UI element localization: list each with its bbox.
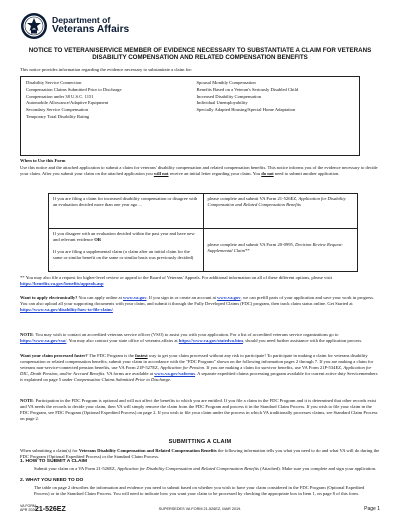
fdc-text: The FDC Program is the bbox=[87, 353, 136, 358]
form-label-2: APR 2020 bbox=[20, 507, 37, 512]
option-action-text: please complete and submit VA Form 20-0995, bbox=[207, 242, 296, 247]
appeals-link[interactable]: https://benefits.va.gov/benefits/appeals.asp bbox=[20, 280, 104, 286]
fdc-note bbox=[20, 398, 380, 422]
option-form-title: Decision Review Request: Supplemental Claim** bbox=[207, 242, 344, 253]
when-text-a: Use this notice and the attached application to submit a claim for veterans' disability compensation and related compensation benefits. This notice informs you of the evidence necessary to decide your claim. After you submit your claim on the attached application you bbox=[20, 165, 378, 176]
option-condition-tail: ... bbox=[138, 201, 142, 207]
when-text-emph-2: do not bbox=[261, 170, 274, 176]
when-text-c: receive an initial letter regarding your claim. You bbox=[168, 170, 262, 176]
benefit-item: Spousal Monthly Compensation bbox=[196, 80, 256, 85]
when-text-emph: will not bbox=[153, 170, 169, 176]
statedva-link[interactable]: https://www.va.gov/statedva.htm bbox=[178, 337, 243, 343]
benefit-item: Automobile Allowance/Adaptive Equipment bbox=[26, 100, 109, 106]
apply-text: You can apply online at bbox=[77, 295, 124, 300]
submitting-text bbox=[20, 448, 380, 460]
fdc-paragraph bbox=[20, 353, 380, 382]
form-options-table bbox=[48, 193, 358, 272]
submitting-text-a: When submitting a claim(s) for bbox=[20, 448, 79, 453]
va-gov-link[interactable]: www.va.gov bbox=[123, 295, 147, 300]
form-title: Application for Pension bbox=[160, 364, 205, 370]
note-label: NOTE bbox=[20, 398, 34, 403]
fdc-text: . VA forms are available at bbox=[104, 370, 155, 376]
s1-text: (Attached). Make sure you complete and sign your application. bbox=[258, 466, 377, 471]
fdc-text: . If you are making a claim for survivor benefits, use VA Form 21P-534EZ, bbox=[204, 364, 344, 370]
note-label: NOTE bbox=[20, 332, 34, 337]
page-number: Page 1 bbox=[364, 506, 380, 512]
option-form-title: Application for Disability Compensation and Related Compensation Benefits bbox=[207, 196, 346, 207]
benefit-item: Increased Disability Compensation bbox=[196, 93, 262, 99]
va-gov-link[interactable]: www.va.gov bbox=[217, 295, 241, 300]
dept-line-2: Veterans Affairs bbox=[52, 24, 130, 36]
benefit-item: Secondary Service Compensation bbox=[26, 107, 88, 113]
s1-text: Submit your claim on a VA Form 21-526EZ, bbox=[34, 466, 118, 471]
benefit-item: Compensation under 38 U.S.C. 1151 bbox=[26, 93, 94, 99]
apply-heading: Want to apply electronically? bbox=[20, 295, 78, 300]
form-title: Application for Disability Compensation and Related Compensation Benefits bbox=[117, 466, 259, 471]
form-label-1: VA FORM bbox=[20, 504, 36, 508]
how-to-submit-text bbox=[34, 466, 380, 472]
submitting-bold: Veterans Disability Compensation and Related Compensation Benefits bbox=[78, 448, 217, 453]
apply-text: . If you sign in or create an account at bbox=[146, 295, 218, 300]
intro-text: This notice provides information regarding the evidence necessary to substantiate a claim for: bbox=[20, 67, 193, 72]
option-condition bbox=[49, 194, 204, 229]
when-text-e: need to submit another application. bbox=[273, 170, 340, 176]
benefits-left-column bbox=[26, 80, 189, 153]
option-condition-text: If you disagree with an evaluation decided within the past year and have new and relevant evidence bbox=[53, 231, 195, 242]
fdc-fastest: fastest bbox=[135, 353, 148, 358]
va-seal-icon bbox=[20, 12, 48, 40]
fdc-text: way to get your claim processed without any risk to participate! To participate in making a claim for veterans disability compensation or related compensation benefits, submit your claim in accordance with the "FDC Program" shown on the following information pages 2 through 7. If you are making a claim for veterans non-service-connected pension benefits, use VA Form 21P-527EZ, bbox=[20, 353, 374, 370]
submitting-text-b: the following information tells you what you need to do and what VA will do during the FDC Program (Optional Expedited Process) or the Standard Claim Process. bbox=[20, 448, 380, 459]
what-you-need-text: The table on page 2 describes the information and evidence you need to submit based on whether you wish to have your claim considered in the FDC Program (Optional Expedited Process) or in the Standard Claim Process. You will need to indicate how you want your claim to be processed by checking the appropriate box in Item 1, on page 8 of this form. bbox=[34, 485, 365, 496]
va-header bbox=[20, 12, 129, 40]
benefit-item: Temporary Total Disability Rating bbox=[26, 113, 90, 119]
notice-title: NOTICE TO VETERAN/SERVICE MEMBER OF EVIDENCE NECESSARY TO SUBSTANTIATE A CLAIM FOR VETERANS DISABILITY COMPENSATION AND RELATED COMPENSATION BENEFITS bbox=[28, 47, 372, 62]
when-heading: When to Use this Form bbox=[20, 158, 66, 163]
option-condition-text-2: If you are filing a supplemental claim (a claim after an initial claim for the same or similar benefit on the same or similar basis was previously decided) bbox=[53, 248, 194, 260]
va-forms-link[interactable]: www.va.gov/vaforms bbox=[154, 370, 196, 376]
form-title: Compensation Claims Submitted Prior to Discharge bbox=[73, 376, 171, 382]
benefit-item: Disability Service Connection bbox=[26, 80, 82, 85]
benefit-item: Individual Unemployability bbox=[196, 100, 248, 106]
benefit-item: Specially Adapted Housing/Special Home Adaptation bbox=[196, 107, 296, 113]
appeals-note-text: ** You may also file a request for higher-level review or appeal to the Board of Veterans' Appeals. For additional information on all of these different options, please visit bbox=[20, 275, 332, 280]
benefit-item: Compensation Claims Submitted Prior to Discharge bbox=[26, 86, 122, 92]
section-heading-what-you-need: 2. WHAT YOU NEED TO DO bbox=[20, 478, 84, 483]
vso-link[interactable]: https://www.va.gov/vso/ bbox=[20, 337, 67, 343]
supersedes-text: SUPERSEDES VA FORM 21-526EZ, MAR 2019. bbox=[158, 507, 242, 511]
option-condition-text: If you are filing a claim for increased disability compensation or disagree with an evaluation decided more than one year ago bbox=[53, 196, 198, 207]
vso-text: , should you need further assistance with the application process. bbox=[242, 337, 363, 343]
vso-text: . You may also contact your state office of veterans affairs at bbox=[66, 337, 179, 343]
apply-text: . bbox=[112, 306, 115, 312]
apply-electronically bbox=[20, 295, 380, 313]
fdc-note-text: : Participation in the FDC Program is optional and will not affect the benefits to which you are entitled. If you file a claim in the FDC Program and it is determined that other records exist and VA needs the records to decide your claim, then VA will simply remove the claim from the FDC Program and process it in the Standard Claim Process. If you wish to file your claim in the FDC Program, see FDC Program (Optional Expedited Process) on page 2. If you wish to file your claim under the process in which VA traditionally processes claims, see Standard Claim Process on page 2. bbox=[20, 398, 378, 421]
fdc-heading: Want your claim processed faster? bbox=[20, 353, 88, 358]
benefit-item: Benefits Based on a Veteran's Seriously Disabled Child bbox=[196, 86, 299, 92]
form-title: Application for DIC, Death Pension, and/or Accrued Benefits bbox=[20, 364, 372, 376]
va-wordmark bbox=[52, 16, 129, 36]
option-action bbox=[203, 194, 358, 229]
how-to-file-link[interactable]: https://www.va.gov/disability/how-to-file-claim/ bbox=[20, 306, 113, 312]
option-or: OR bbox=[94, 236, 102, 242]
when-text bbox=[20, 165, 380, 177]
vso-text: : You may wish to contact an accredited veterans service officer (VSO) to assist you with your application. For a list of accredited veterans service organizations go to bbox=[33, 332, 339, 337]
submitting-title: SUBMITTING A CLAIM bbox=[168, 439, 232, 445]
option-condition bbox=[49, 229, 204, 272]
option-action-text: please complete and submit VA Form 21-526EZ, bbox=[207, 196, 299, 201]
benefits-right-column bbox=[197, 80, 360, 153]
option-action bbox=[203, 229, 358, 272]
apply-text: , we can prefill parts of your application and save your work in progress. You can also upload all your supporting documents with your claim, and submit it through the Fully Developed Claims (FDC) program, then track claim status online. Get Started at bbox=[20, 295, 375, 306]
dept-line-1: Department of bbox=[52, 15, 111, 26]
fdc-text: . A separate expedited claims processing program available for current active duty Servicemembers is explained on page 5 under bbox=[20, 370, 378, 382]
appeals-note bbox=[20, 275, 380, 287]
vso-note bbox=[20, 332, 380, 344]
fdc-text: . bbox=[170, 376, 172, 382]
form-number: 21-526EZ bbox=[35, 506, 66, 513]
benefits-list-box bbox=[20, 76, 360, 156]
section-heading-how-to-submit: 1. HOW TO SUBMIT A CLAIM bbox=[20, 459, 87, 464]
